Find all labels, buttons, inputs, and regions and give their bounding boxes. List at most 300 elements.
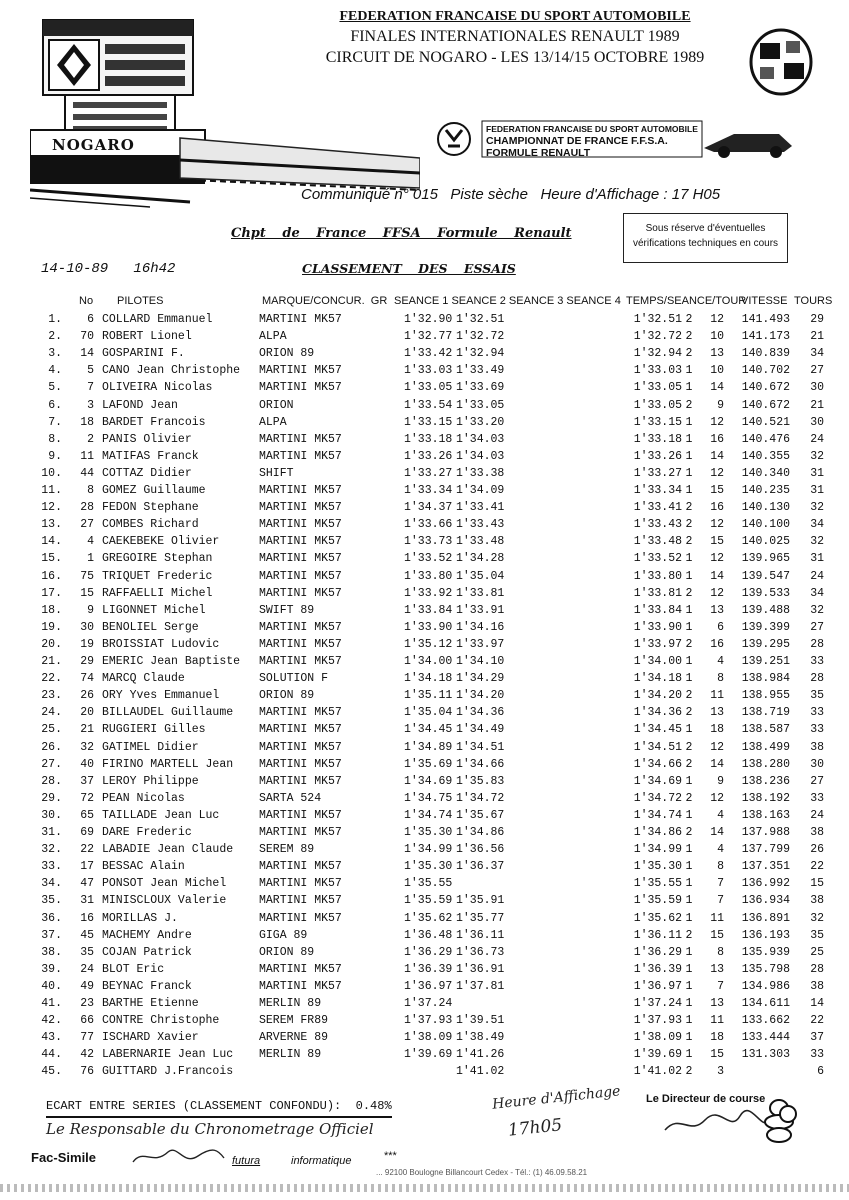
driver-name: BROISSIAT Ludovic — [102, 638, 220, 651]
make: MARTINI MK57 — [259, 741, 342, 754]
speed: 140.839 — [741, 347, 790, 360]
seance2-time: 1'34.03 — [456, 433, 505, 446]
facsimile-label: Fac-Simile — [31, 1150, 97, 1165]
speed: 139.251 — [741, 655, 790, 668]
driver-name: RAFFAELLI Michel — [102, 587, 213, 600]
best-lap: 11 — [710, 912, 724, 925]
make: MARTINI MK57 — [259, 552, 342, 565]
best-time: 1'35.55 — [633, 877, 682, 890]
car-number: 76 — [80, 1065, 94, 1078]
best-lap: 14 — [710, 826, 724, 839]
make: SOLUTION F — [259, 672, 329, 685]
seance2-time: 1'35.67 — [456, 809, 505, 822]
best-time: 1'34.69 — [633, 775, 682, 788]
table-row — [0, 758, 849, 775]
laps: 26 — [810, 843, 824, 856]
best-time: 1'33.05 — [633, 381, 682, 394]
speed: 140.672 — [741, 399, 790, 412]
best-lap: 8 — [717, 672, 724, 685]
speed: 139.965 — [741, 552, 790, 565]
best-lap: 12 — [710, 467, 724, 480]
car-number: 9 — [87, 604, 94, 617]
seance2-time: 1'41.02 — [456, 1065, 505, 1078]
best-seance: 2 — [685, 535, 693, 548]
make: MARTINI MK57 — [259, 912, 342, 925]
best-time: 1'33.84 — [633, 604, 682, 617]
seance1-time: 1'37.24 — [404, 997, 453, 1010]
table-row — [0, 929, 849, 946]
best-time: 1'33.15 — [633, 416, 682, 429]
table-row — [0, 518, 849, 535]
speed: 140.025 — [741, 535, 790, 548]
table-row — [0, 655, 849, 672]
position: 45. — [41, 1065, 62, 1078]
best-seance: 1 — [685, 604, 693, 617]
make: MARTINI MK57 — [259, 894, 342, 907]
table-row — [0, 706, 849, 723]
driver-name: ORY Yves Emmanuel — [102, 689, 220, 702]
best-time: 1'34.18 — [633, 672, 682, 685]
table-row — [0, 860, 849, 877]
best-seance: 2 — [685, 313, 693, 326]
seance2-time: 1'33.20 — [456, 416, 505, 429]
car-number: 30 — [80, 621, 94, 634]
seance2-time: 1'33.41 — [456, 501, 505, 514]
position: 30. — [41, 809, 62, 822]
driver-name: BARDET Francois — [102, 416, 206, 429]
table-row — [0, 552, 849, 569]
car-number: 24 — [80, 963, 94, 976]
best-time: 1'33.97 — [633, 638, 682, 651]
car-number: 66 — [80, 1014, 94, 1027]
make: ORION 89 — [259, 689, 315, 702]
table-row — [0, 689, 849, 706]
car-number: 3 — [87, 399, 94, 412]
driver-name: COLLARD Emmanuel — [102, 313, 213, 326]
laps: 30 — [810, 758, 824, 771]
best-seance: 1 — [685, 980, 693, 993]
speed: 138.719 — [741, 706, 790, 719]
make: MARTINI MK57 — [259, 826, 342, 839]
driver-name: BEYNAC Franck — [102, 980, 192, 993]
best-lap: 7 — [717, 894, 724, 907]
best-seance: 1 — [685, 894, 693, 907]
table-row — [0, 912, 849, 929]
table-row — [0, 980, 849, 997]
best-time: 1'37.24 — [633, 997, 682, 1010]
seance1-time: 1'35.62 — [404, 912, 453, 925]
seance2-time: 1'35.91 — [456, 894, 505, 907]
laps: 21 — [810, 399, 824, 412]
make: ALPA — [259, 416, 287, 429]
laps: 38 — [810, 894, 824, 907]
table-row — [0, 894, 849, 911]
car-number: 49 — [80, 980, 94, 993]
table-row — [0, 963, 849, 980]
car-number: 6 — [87, 313, 94, 326]
speed: 138.280 — [741, 758, 790, 771]
seance2-time: 1'33.38 — [456, 467, 505, 480]
laps: 34 — [810, 347, 824, 360]
speed: 139.295 — [741, 638, 790, 651]
position: 11. — [41, 484, 62, 497]
best-lap: 10 — [710, 330, 724, 343]
driver-name: BESSAC Alain — [102, 860, 185, 873]
table-row — [0, 347, 849, 364]
position: 3. — [48, 347, 62, 360]
stars-label: *** — [384, 1150, 397, 1162]
position: 43. — [41, 1031, 62, 1044]
seance2-time: 1'33.97 — [456, 638, 505, 651]
seance1-time: 1'33.42 — [404, 347, 453, 360]
laps: 28 — [810, 638, 824, 651]
car-number: 47 — [80, 877, 94, 890]
col-pilotes: PILOTES — [117, 295, 164, 307]
car-number: 70 — [80, 330, 94, 343]
seance1-time: 1'34.89 — [404, 741, 453, 754]
driver-name: OLIVEIRA Nicolas — [102, 381, 213, 394]
best-time: 1'33.43 — [633, 518, 682, 531]
best-lap: 16 — [710, 638, 724, 651]
seance1-time: 1'33.92 — [404, 587, 453, 600]
best-time: 1'33.80 — [633, 570, 682, 583]
seance1-time: 1'35.69 — [404, 758, 453, 771]
col-temps: TEMPS/SEANCE/TOUR — [626, 295, 747, 307]
michelin-man-icon — [748, 27, 814, 97]
speed: 138.236 — [741, 775, 790, 788]
speed: 137.988 — [741, 826, 790, 839]
make: MARTINI MK57 — [259, 655, 342, 668]
best-time: 1'34.86 — [633, 826, 682, 839]
seance1-time: 1'33.84 — [404, 604, 453, 617]
seance1-time: 1'35.59 — [404, 894, 453, 907]
position: 25. — [41, 723, 62, 736]
car-number: 26 — [80, 689, 94, 702]
driver-name: GUITTARD J.Francois — [102, 1065, 234, 1078]
best-seance: 2 — [685, 330, 693, 343]
speed: 140.476 — [741, 433, 790, 446]
make: SHIFT — [259, 467, 294, 480]
best-seance: 2 — [685, 706, 693, 719]
seance1-time: 1'33.03 — [404, 364, 453, 377]
best-lap: 14 — [710, 758, 724, 771]
make: MARTINI MK57 — [259, 758, 342, 771]
best-time: 1'34.51 — [633, 741, 682, 754]
speed: 135.939 — [741, 946, 790, 959]
position: 18. — [41, 604, 62, 617]
seance1-time: 1'33.52 — [404, 552, 453, 565]
driver-name: MACHEMY Andre — [102, 929, 192, 942]
seance1-time: 1'38.09 — [404, 1031, 453, 1044]
laps: 24 — [810, 570, 824, 583]
seance2-time: 1'34.09 — [456, 484, 505, 497]
informatique-label: informatique — [291, 1155, 352, 1167]
laps: 21 — [810, 330, 824, 343]
seance2-time: 1'32.51 — [456, 313, 505, 326]
driver-name: FIRINO MARTELL Jean — [102, 758, 234, 771]
laps: 33 — [810, 1048, 824, 1061]
table-row — [0, 1048, 849, 1065]
best-lap: 12 — [710, 518, 724, 531]
seance2-time: 1'32.72 — [456, 330, 505, 343]
seance2-time: 1'33.43 — [456, 518, 505, 531]
best-lap: 16 — [710, 433, 724, 446]
best-lap: 13 — [710, 347, 724, 360]
seance1-time: 1'33.66 — [404, 518, 453, 531]
best-seance: 1 — [685, 997, 693, 1010]
seance2-time: 1'36.73 — [456, 946, 505, 959]
event-location-dates: CIRCUIT DE NOGARO - LES 13/14/15 OCTOBRE 1989 — [325, 49, 705, 66]
speed: 133.444 — [741, 1031, 790, 1044]
car-number: 7 — [87, 381, 94, 394]
seance2-time: 1'33.91 — [456, 604, 505, 617]
driver-name: TAILLADE Jean Luc — [102, 809, 220, 822]
seance1-time: 1'39.69 — [404, 1048, 453, 1061]
car-number: 11 — [80, 450, 94, 463]
banner-federation: FEDERATION FRANCAISE DU SPORT AUTOMOBILE — [486, 124, 698, 134]
laps: 27 — [810, 775, 824, 788]
handwritten-responsable: Le Responsable du Chronometrage Officiel — [46, 1120, 374, 1138]
table-row — [0, 535, 849, 552]
best-lap: 12 — [710, 416, 724, 429]
best-seance: 1 — [685, 416, 693, 429]
driver-name: MATIFAS Franck — [102, 450, 199, 463]
make: ORION — [259, 399, 294, 412]
driver-name: MINISCLOUX Valerie — [102, 894, 227, 907]
futura-label: futura — [232, 1155, 261, 1167]
position: 37. — [41, 929, 62, 942]
laps: 22 — [810, 1014, 824, 1027]
seance1-time: 1'33.05 — [404, 381, 453, 394]
driver-name: LABERNARIE Jean Luc — [102, 1048, 234, 1061]
seance1-time: 1'33.80 — [404, 570, 453, 583]
driver-name: LEROY Philippe — [102, 775, 199, 788]
table-row — [0, 399, 849, 416]
laps: 32 — [810, 501, 824, 514]
make: MARTINI MK57 — [259, 313, 342, 326]
best-seance: 2 — [685, 518, 693, 531]
best-seance: 1 — [685, 946, 693, 959]
best-lap: 13 — [710, 604, 724, 617]
driver-name: BILLAUDEL Guillaume — [102, 706, 234, 719]
best-time: 1'36.97 — [633, 980, 682, 993]
speed: 137.351 — [741, 860, 790, 873]
seance1-time: 1'33.15 — [404, 416, 453, 429]
driver-name: COMBES Richard — [102, 518, 199, 531]
make: MERLIN 89 — [259, 997, 322, 1010]
seance1-time: 1'33.34 — [404, 484, 453, 497]
seance1-time: 1'35.30 — [404, 860, 453, 873]
make: MARTINI MK57 — [259, 501, 342, 514]
position: 8. — [48, 433, 62, 446]
car-number: 29 — [80, 655, 94, 668]
position: 2. — [48, 330, 62, 343]
car-number: 42 — [80, 1048, 94, 1061]
communique-line: Communiqué n° 015 Piste sèche Heure d'Affichage : 17 H05 — [301, 186, 721, 203]
seance2-time: 1'33.81 — [456, 587, 505, 600]
laps: 33 — [810, 706, 824, 719]
best-time: 1'33.41 — [633, 501, 682, 514]
speed: 135.798 — [741, 963, 790, 976]
table-row — [0, 877, 849, 894]
car-number: 37 — [80, 775, 94, 788]
best-lap: 4 — [717, 809, 724, 822]
best-seance: 1 — [685, 912, 693, 925]
best-lap: 18 — [710, 1031, 724, 1044]
laps: 38 — [810, 741, 824, 754]
laps: 22 — [810, 860, 824, 873]
seance1-time: 1'34.75 — [404, 792, 453, 805]
seance2-time: 1'36.11 — [456, 929, 505, 942]
seance1-time: 1'36.97 — [404, 980, 453, 993]
seance2-time: 1'34.20 — [456, 689, 505, 702]
car-number: 45 — [80, 929, 94, 942]
speed: 138.955 — [741, 689, 790, 702]
best-lap: 6 — [717, 621, 724, 634]
best-lap: 15 — [710, 535, 724, 548]
position: 27. — [41, 758, 62, 771]
position: 5. — [48, 381, 62, 394]
position: 41. — [41, 997, 62, 1010]
car-number: 2 — [87, 433, 94, 446]
speed: 140.672 — [741, 381, 790, 394]
laps: 14 — [810, 997, 824, 1010]
table-row — [0, 792, 849, 809]
driver-name: DARE Frederic — [102, 826, 192, 839]
seance1-time: 1'36.39 — [404, 963, 453, 976]
speed: 140.100 — [741, 518, 790, 531]
laps: 29 — [810, 313, 824, 326]
seance1-time: 1'35.30 — [404, 826, 453, 839]
laps: 32 — [810, 450, 824, 463]
best-lap: 14 — [710, 570, 724, 583]
driver-name: BLOT Eric — [102, 963, 165, 976]
speed: 134.611 — [741, 997, 790, 1010]
make: MARTINI MK57 — [259, 638, 342, 651]
futura-signature — [128, 1140, 228, 1170]
driver-name: PANIS Olivier — [102, 433, 192, 446]
best-lap: 9 — [717, 399, 724, 412]
laps: 25 — [810, 946, 824, 959]
car-number: 4 — [87, 535, 94, 548]
best-lap: 12 — [710, 792, 724, 805]
car-number: 28 — [80, 501, 94, 514]
position: 16. — [41, 570, 62, 583]
position: 4. — [48, 364, 62, 377]
table-row — [0, 946, 849, 963]
best-lap: 15 — [710, 484, 724, 497]
best-seance: 1 — [685, 877, 693, 890]
position: 15. — [41, 552, 62, 565]
position: 10. — [41, 467, 62, 480]
position: 35. — [41, 894, 62, 907]
best-lap: 3 — [717, 1065, 724, 1078]
position: 1. — [48, 313, 62, 326]
banner-championship: CHAMPIONNAT DE FRANCE F.F.S.A. — [486, 135, 668, 147]
table-row — [0, 416, 849, 433]
make: SEREM FR89 — [259, 1014, 329, 1027]
seance1-time: 1'33.90 — [404, 621, 453, 634]
driver-name: TRIQUET Frederic — [102, 570, 213, 583]
laps: 28 — [810, 963, 824, 976]
directeur-signature — [660, 1108, 770, 1138]
seance2-time: 1'33.49 — [456, 364, 505, 377]
make: GIGA 89 — [259, 929, 308, 942]
driver-name: EMERIC Jean Baptiste — [102, 655, 241, 668]
driver-name: ROBERT Lionel — [102, 330, 192, 343]
make: ORION 89 — [259, 347, 315, 360]
best-seance: 1 — [685, 860, 693, 873]
banner-formule: FORMULE RENAULT — [486, 147, 591, 159]
laps: 35 — [810, 689, 824, 702]
handwritten-heure-value: 17h05 — [507, 1115, 564, 1141]
driver-name: ISCHARD Xavier — [102, 1031, 199, 1044]
position: 23. — [41, 689, 62, 702]
position: 36. — [41, 912, 62, 925]
make: MARTINI MK57 — [259, 535, 342, 548]
speed: 136.934 — [741, 894, 790, 907]
table-row — [0, 381, 849, 398]
make: MARTINI MK57 — [259, 450, 342, 463]
seance2-time: 1'36.56 — [456, 843, 505, 856]
driver-name: GATIMEL Didier — [102, 741, 199, 754]
car-number: 16 — [80, 912, 94, 925]
best-seance: 1 — [685, 1031, 693, 1044]
best-lap: 9 — [717, 775, 724, 788]
make: MARTINI MK57 — [259, 518, 342, 531]
table-row — [0, 723, 849, 740]
car-number: 5 — [87, 364, 94, 377]
footer-address: ... 92100 Boulogne Billancourt Cedex - Tél.: (1) 46.09.58.21 — [376, 1168, 588, 1177]
seance2-time: 1'36.37 — [456, 860, 505, 873]
best-seance: 1 — [685, 621, 693, 634]
seance1-time: 1'34.74 — [404, 809, 453, 822]
car-number: 8 — [87, 484, 94, 497]
seance1-time: 1'34.45 — [404, 723, 453, 736]
best-lap: 16 — [710, 501, 724, 514]
position: 14. — [41, 535, 62, 548]
car-number: 18 — [80, 416, 94, 429]
best-seance: 2 — [685, 792, 693, 805]
col-marque: MARQUE/CONCUR. GR — [262, 295, 388, 307]
best-seance: 1 — [685, 655, 693, 668]
laps: 34 — [810, 518, 824, 531]
best-lap: 13 — [710, 963, 724, 976]
laps: 6 — [817, 1065, 824, 1078]
car-number: 32 — [80, 741, 94, 754]
seance1-time: 1'35.55 — [404, 877, 453, 890]
position: 12. — [41, 501, 62, 514]
best-seance: 1 — [685, 809, 693, 822]
speed: 140.355 — [741, 450, 790, 463]
col-vitesse: VITESSE — [741, 295, 788, 307]
make: MARTINI MK57 — [259, 775, 342, 788]
car-number: 65 — [80, 809, 94, 822]
speed: 136.992 — [741, 877, 790, 890]
best-time: 1'37.93 — [633, 1014, 682, 1027]
laps: 35 — [810, 929, 824, 942]
car-number: 22 — [80, 843, 94, 856]
best-seance: 1 — [685, 775, 693, 788]
table-row — [0, 809, 849, 826]
seance2-time: 1'34.16 — [456, 621, 505, 634]
table-row — [0, 741, 849, 758]
make: ORION 89 — [259, 946, 315, 959]
championship-title: Chpt de France FFSA Formule Renault — [231, 226, 572, 241]
car-number: 1 — [87, 552, 94, 565]
best-time: 1'33.52 — [633, 552, 682, 565]
laps: 38 — [810, 826, 824, 839]
